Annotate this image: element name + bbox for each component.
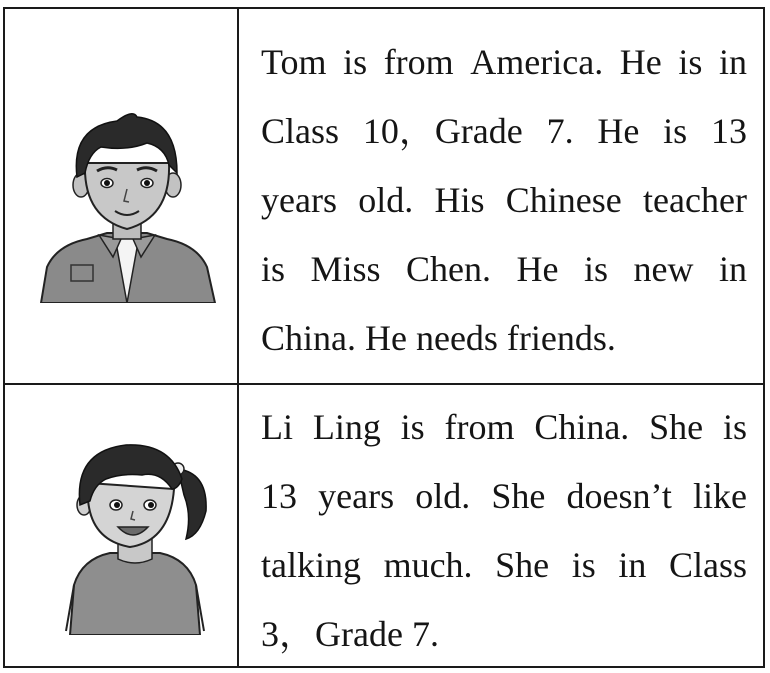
- word: in: [718, 42, 747, 82]
- word: teacher: [643, 180, 747, 220]
- paragraph-line: China. He needs friends.: [261, 318, 616, 358]
- paragraph-line: 3，Grade 7.: [261, 614, 439, 654]
- word: is: [663, 111, 688, 151]
- word: 10，Grade: [362, 111, 523, 151]
- text-cell: [239, 9, 763, 383]
- word: China.: [534, 407, 630, 447]
- word: Ling: [312, 407, 381, 447]
- word: Tom: [261, 42, 327, 82]
- word: old.: [358, 180, 414, 220]
- word: She: [491, 476, 546, 516]
- word: is: [571, 545, 596, 585]
- paragraph-line: [261, 166, 747, 235]
- word: He: [516, 249, 559, 289]
- word: Chen.: [406, 249, 492, 289]
- word: Chinese: [505, 180, 622, 220]
- word: Class: [261, 111, 340, 151]
- word: from: [444, 407, 515, 447]
- girl-portrait-icon: [60, 435, 210, 635]
- word: is: [678, 42, 703, 82]
- paragraph-line: [261, 28, 747, 97]
- word: She: [649, 407, 704, 447]
- word: is: [400, 407, 425, 447]
- table-row-tom: [5, 9, 763, 383]
- word: 13: [710, 111, 747, 151]
- paragraph-line: [261, 235, 747, 304]
- word: is: [583, 249, 608, 289]
- table-row-li-ling: [5, 383, 763, 666]
- word: old.: [415, 476, 471, 516]
- info-table: [3, 7, 765, 668]
- word: years: [261, 180, 337, 220]
- word: much.: [383, 545, 473, 585]
- image-cell: [5, 9, 239, 383]
- word: from: [383, 42, 454, 82]
- paragraph-line: [261, 97, 747, 166]
- word: is: [343, 42, 368, 82]
- word: 13: [261, 476, 297, 516]
- word: years: [318, 476, 395, 516]
- word: new: [633, 249, 694, 289]
- word: is: [261, 249, 286, 289]
- word: She: [495, 545, 550, 585]
- word: like: [693, 476, 747, 516]
- word: in: [618, 545, 647, 585]
- text-cell: [239, 385, 763, 666]
- word: talking: [261, 545, 361, 585]
- word: is: [722, 407, 747, 447]
- word: Li: [261, 407, 293, 447]
- word: 7.: [546, 111, 574, 151]
- word: He: [619, 42, 662, 82]
- word: His: [434, 180, 485, 220]
- word: Miss: [310, 249, 381, 289]
- word: Class: [668, 545, 747, 585]
- word: He: [597, 111, 640, 151]
- image-cell: [5, 385, 239, 666]
- paragraph-line: [261, 462, 747, 531]
- paragraph-line: [261, 531, 747, 600]
- word: doesn’t: [566, 476, 672, 516]
- paragraph-line: [261, 393, 747, 462]
- boy-portrait-icon: [37, 107, 217, 303]
- word: America.: [470, 42, 604, 82]
- word: in: [718, 249, 747, 289]
